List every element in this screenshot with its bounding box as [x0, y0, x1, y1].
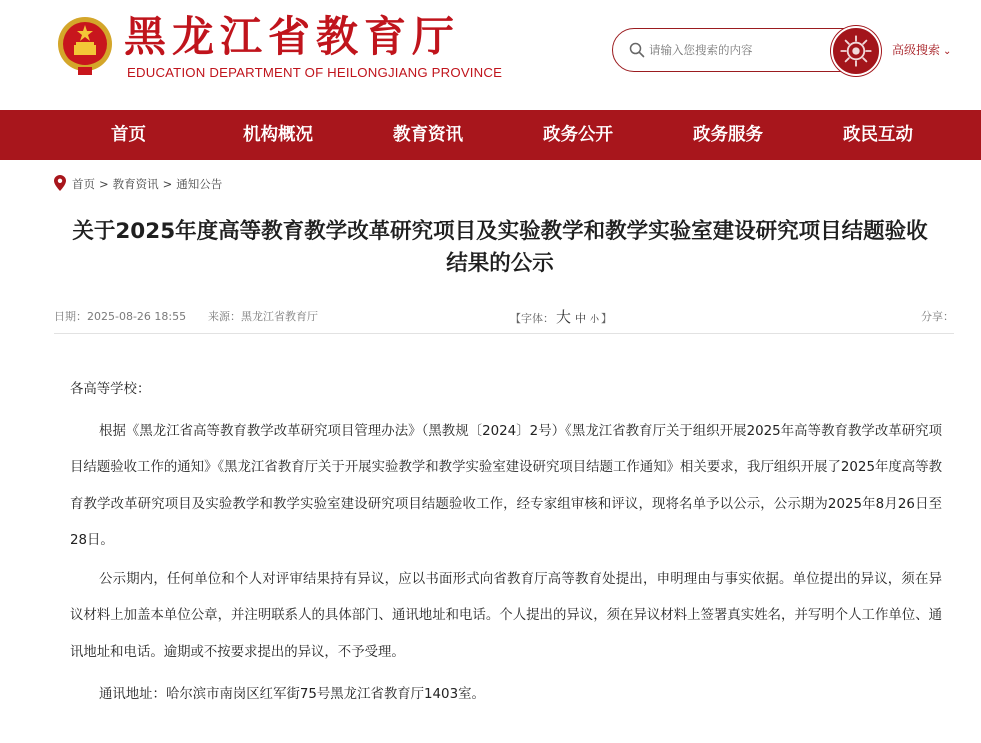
font-size-medium-button[interactable]: 中 — [575, 312, 587, 325]
article-title — [40, 216, 960, 280]
search-button[interactable] — [831, 26, 881, 76]
font-size-small-button[interactable]: 小 — [590, 315, 600, 325]
advanced-search-link[interactable] — [892, 41, 951, 58]
nav-item-news[interactable]: 教育资讯 — [393, 125, 463, 145]
location-pin-icon — [54, 175, 66, 191]
font-size-large-button[interactable]: 大 — [556, 308, 572, 326]
breadcrumb — [54, 175, 222, 193]
font-size-switcher — [510, 306, 612, 327]
article-paragraph-1: 根据《黑龙江省高等教育教学改革研究项目管理办法》（黑教规〔2024〕2号）《黑龙江省教育厅关于组织开展2025年高等教育教学改革研究项目结题验收工作的通知》《黑龙江省教育厅关于开展实验教学和教学实验室建设研究项目结题工作通知》相关要求，我厅组织开展了2025年度高等教育教学改革研究项目及实验教学和教学实验室建设研究项目结题验收工作，经专家组审核和评议，现将名单予以公示，公示期为2025年8月26日至28日。 — [70, 423, 942, 548]
article-address: 通讯地址：哈尔滨市南岗区红军街75号黑龙江省教育厅1403室。 — [99, 687, 485, 702]
breadcrumb-news[interactable]: 教育资讯 — [112, 177, 159, 191]
share-label: 分享： — [921, 310, 954, 323]
nav-item-services[interactable]: 政务服务 — [693, 125, 763, 145]
nav-item-about[interactable]: 机构概况 — [243, 125, 313, 145]
search-icon — [629, 42, 645, 58]
search-input[interactable] — [649, 40, 829, 60]
nav-item-home[interactable]: 首页 — [111, 125, 146, 145]
nav-item-interaction[interactable]: 政民互动 — [843, 125, 913, 145]
nav-item-open-government[interactable]: 政务公开 — [543, 125, 613, 145]
breadcrumb-home[interactable]: 首页 — [72, 177, 95, 191]
article-paragraph-2: 公示期内，任何单位和个人对评审结果持有异议，应以书面形式向省教育厅高等教育处提出，申明理由与事实依据。单位提出的异议，须在异议材料上加盖本单位公章，并注明联系人的具体部门、通讯地址和电话。个人提出的异议，须在异议材料上签署真实姓名，并写明个人工作单位、通讯地址和电话。逾期或不按要求提出的异议，不予受理。 — [70, 571, 942, 660]
breadcrumb-separator: > — [162, 177, 173, 191]
article-greeting: 各高等学校： — [70, 382, 151, 397]
chevron-down-icon: ⌄ — [943, 46, 952, 57]
search-emblem-icon — [835, 30, 877, 72]
advanced-search-label: 高级搜索 — [892, 43, 941, 57]
article-source: 来源：黑龙江省教育厅 — [208, 310, 318, 323]
site-title[interactable]: 黑龙江省教育厅 — [124, 12, 461, 61]
main-nav — [0, 110, 981, 160]
article-title-line1: 关于2025年度高等教育教学改革研究项目及实验教学和教学实验室建设研究项目结题验收 — [72, 219, 928, 244]
publish-date: 日期：2025-08-26 18:55 — [54, 310, 187, 323]
breadcrumb-separator: > — [99, 177, 109, 191]
font-size-prefix: 【字体： — [510, 312, 554, 325]
article-meta — [54, 300, 954, 334]
site-header — [0, 0, 981, 110]
breadcrumb-notices[interactable]: 通知公告 — [176, 177, 223, 191]
site-title-english: EDUCATION DEPARTMENT OF HEILONGJIANG PROVINCE — [127, 65, 503, 80]
national-emblem-icon[interactable] — [56, 15, 114, 77]
font-size-suffix: 】 — [601, 312, 613, 325]
article-body — [70, 372, 942, 714]
article-title-line2: 结果的公示 — [446, 251, 554, 276]
